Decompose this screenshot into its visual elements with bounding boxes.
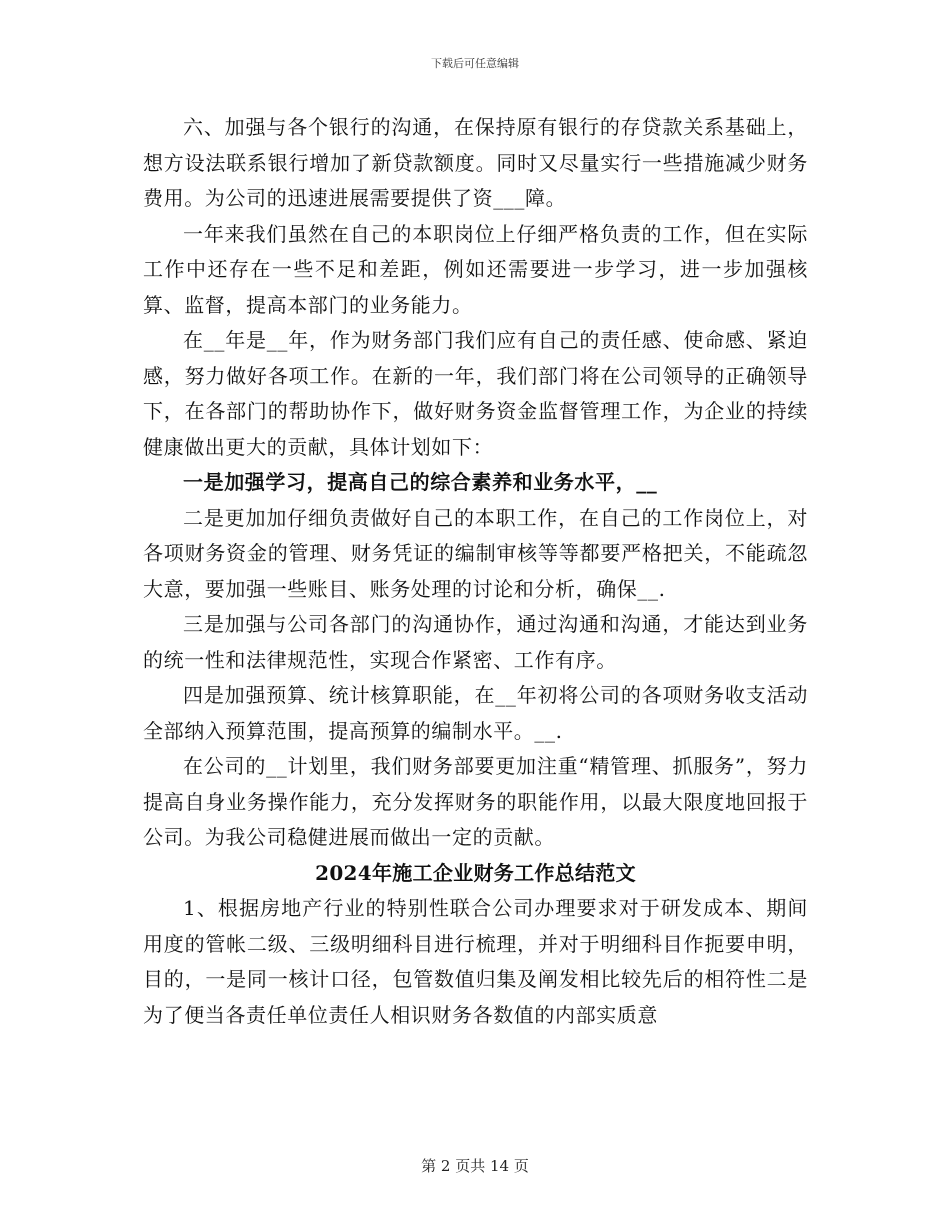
paragraph-conclusion: 在公司的__计划里，我们财务部要更加注重“精管理、抓服务”，努力提高自身业务操作能力，充分发挥财务的职能作用，以最大限度地回报于公司。为我公司稳健进展而做出一定的贡献。 [143, 754, 808, 849]
page-number: 第 2 页共 14 页 [421, 1157, 529, 1175]
section-paragraph: 1、根据房地产行业的特别性联合公司办理要求对于研发成本、期间用度的管帐二级、三级明细科目进行梳理，并对于明细科目作扼要申明，目的，一是同一核计口径，包管数值归集及阐发相比较先后的相符性二是为了便当各责任单位责任人相识财务各数值的内部实质意 [143, 896, 808, 1027]
section-title: 2024年施工企业财务工作总结范文 [315, 860, 636, 885]
paragraph-bank-communication: 六、加强与各个银行的沟通，在保持原有银行的存贷款关系基础上，想方设法联系银行增加了新贷款额度。同时又尽量实行一些措施减少财务费用。为公司的迅速进展需要提供了资___障。 [143, 115, 808, 210]
paragraph-shortcomings: 一年来我们虽然在自己的本职岗位上仔细严格负责的工作，但在实际工作中还存在一些不足和差距，例如还需要进一步学习，进一步加强核算、监督，提高本部门的业务能力。 [143, 221, 808, 317]
paragraph-plan-item-2: 二是更加加仔细负责做好自己的本职工作，在自己的工作岗位上，对各项财务资金的管理、财务凭证的编制审核等等都要严格把关，不能疏忽大意，要加强一些账目、账务处理的讨论和分析，确保__. [143, 505, 808, 601]
paragraph-plan-item-1: 一是加强学习，提高自己的综合素养和业务水平，__ [183, 470, 658, 494]
document-body [143, 110, 808, 1033]
paragraph-plan-item-3: 三是加强与公司各部门的沟通协作，通过沟通和沟通，才能达到业务的统一性和法律规范性，实现合作紧密、工作有序。 [143, 612, 808, 672]
header-note: 下载后可任意编辑 [431, 57, 519, 70]
paragraph-plan-intro: 在__年是__年，作为财务部门我们应有自己的责任感、使命感、紧迫感，努力做好各项工作。在新的一年，我们部门将在公司领导的正确领导下，在各部门的帮助协作下，做好财务资金监督管理工作，为企业的持续健康做出更大的贡献，具体计划如下： [143, 328, 808, 459]
paragraph-plan-item-4: 四是加强预算、统计核算职能，在__年初将公司的各项财务收支活动全部纳入预算范围，提高预算的编制水平。__. [143, 683, 808, 743]
